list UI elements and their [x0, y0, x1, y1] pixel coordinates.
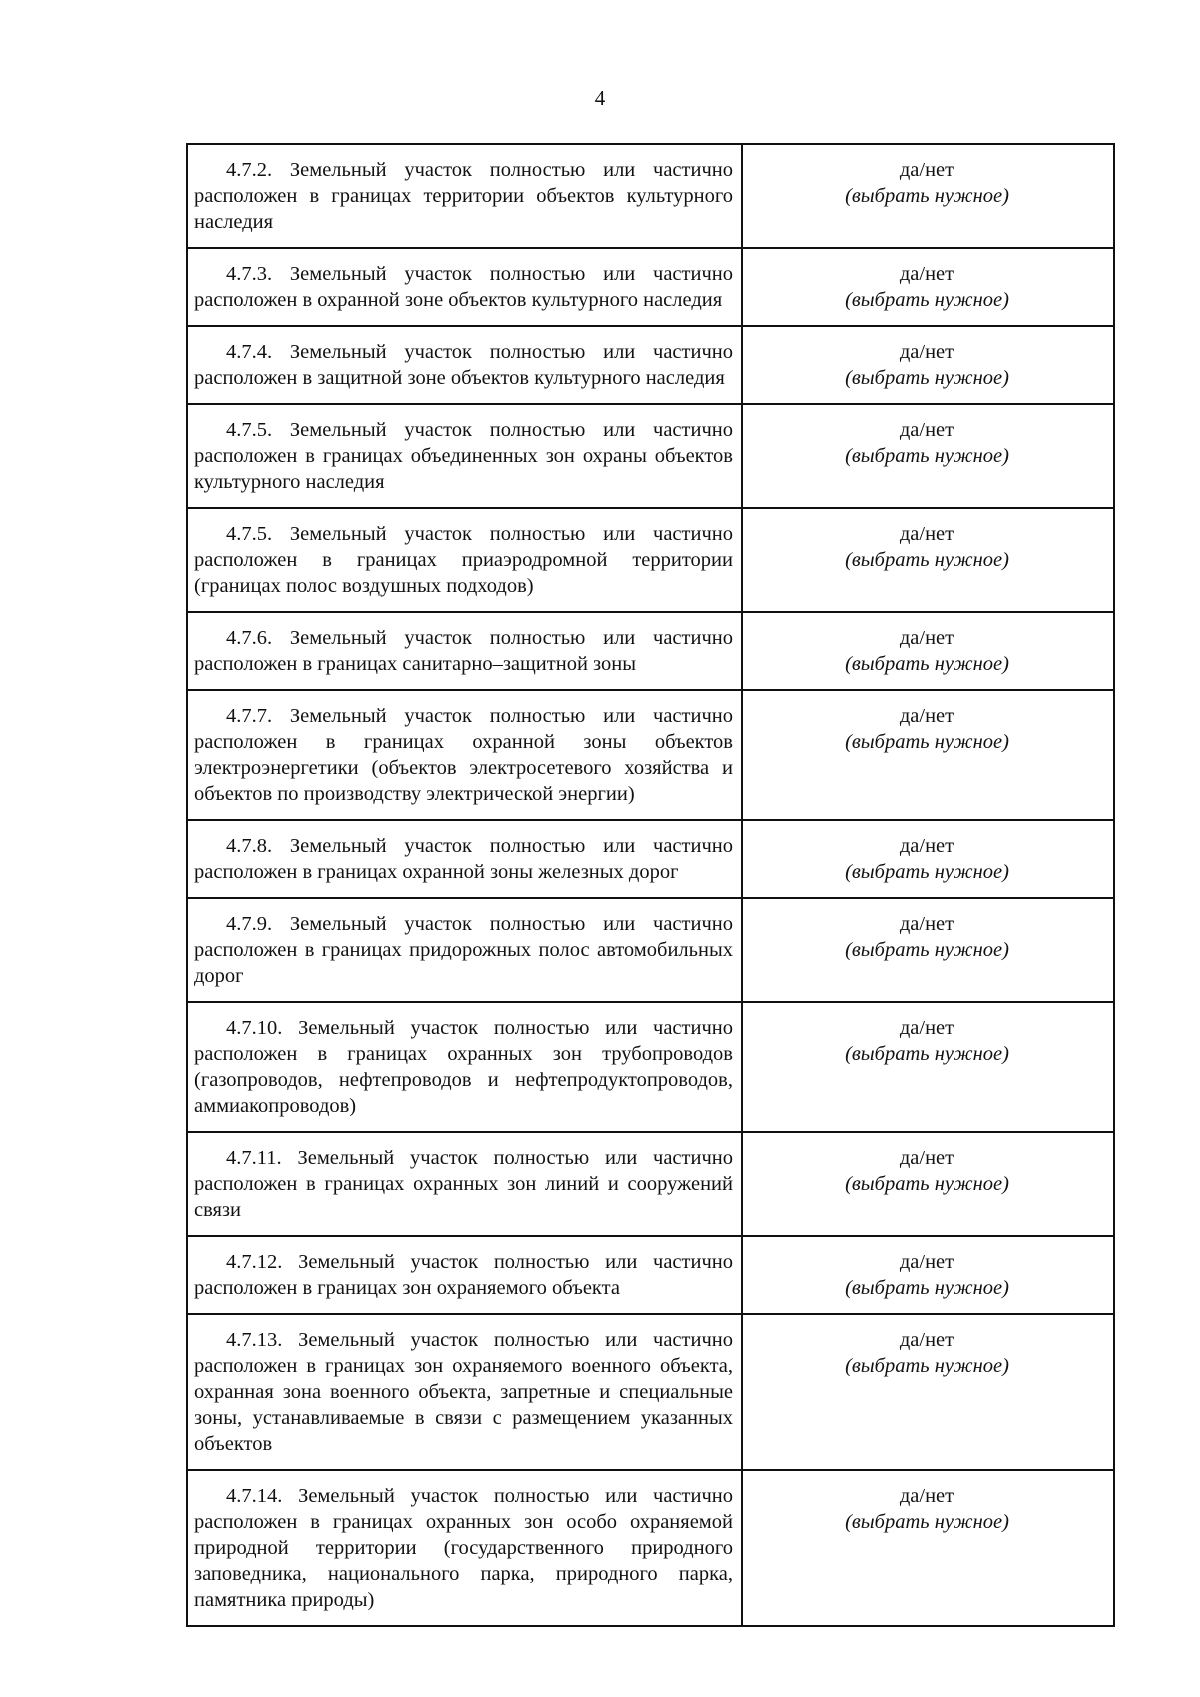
land-plot-zones-table [186, 143, 1115, 1627]
answer-hint: (выбрать нужное) [845, 445, 1009, 467]
answer-hint: (выбрать нужное) [845, 1511, 1009, 1533]
page-number: 4 [594, 86, 606, 110]
question-cell: 4.7.5. Земельный участок полностью или частично расположен в границах объединенных зон охраны объектов культурного наследия [187, 404, 742, 508]
question-cell: 4.7.9. Земельный участок полностью или частично расположен в границах придорожных полос автомобильных дорог [187, 898, 742, 1002]
table-row [187, 612, 1114, 690]
answer-options[interactable]: да/нет [899, 1251, 955, 1273]
answer-options[interactable]: да/нет [899, 263, 955, 285]
answer-hint: (выбрать нужное) [845, 939, 1009, 961]
answer-options[interactable]: да/нет [899, 1017, 955, 1039]
question-cell: 4.7.14. Земельный участок полностью или частично расположен в границах охранных зон особо охраняемой природной территории (государственного природного заповедника, национального парка, природного парка, памятника природы) [187, 1470, 742, 1626]
answer-cell[interactable] [742, 326, 1114, 404]
answer-options[interactable]: да/нет [899, 523, 955, 545]
answer-hint: (выбрать нужное) [845, 1277, 1009, 1299]
answer-hint: (выбрать нужное) [845, 653, 1009, 675]
question-cell: 4.7.3. Земельный участок полностью или частично расположен в охранной зоне объектов культурного наследия [187, 248, 742, 326]
question-cell: 4.7.10. Земельный участок полностью или частично расположен в границах охранных зон трубопроводов (газопроводов, нефтепроводов и нефтепродуктопроводов, аммиакопроводов) [187, 1002, 742, 1132]
answer-options[interactable]: да/нет [899, 341, 955, 363]
table-row [187, 248, 1114, 326]
answer-options[interactable]: да/нет [899, 1485, 955, 1507]
answer-hint: (выбрать нужное) [845, 1043, 1009, 1065]
answer-cell[interactable] [742, 1314, 1114, 1470]
question-cell: 4.7.5. Земельный участок полностью или частично расположен в границах приаэродромной территории (границах полос воздушных подходов) [187, 508, 742, 612]
answer-hint: (выбрать нужное) [845, 861, 1009, 883]
table-row [187, 144, 1114, 248]
answer-options[interactable]: да/нет [899, 1329, 955, 1351]
table-row [187, 1132, 1114, 1236]
answer-hint: (выбрать нужное) [845, 289, 1009, 311]
question-cell: 4.7.11. Земельный участок полностью или частично расположен в границах охранных зон линий и сооружений связи [187, 1132, 742, 1236]
table-row [187, 898, 1114, 1002]
answer-cell[interactable] [742, 690, 1114, 820]
question-cell: 4.7.4. Земельный участок полностью или частично расположен в защитной зоне объектов культурного наследия [187, 326, 742, 404]
table-row [187, 1236, 1114, 1314]
answer-options[interactable]: да/нет [899, 1147, 955, 1169]
answer-hint: (выбрать нужное) [845, 1355, 1009, 1377]
question-cell: 4.7.7. Земельный участок полностью или частично расположен в границах охранной зоны объектов электроэнергетики (объектов электросетевого хозяйства и объектов по производству электрической энергии) [187, 690, 742, 820]
question-cell: 4.7.12. Земельный участок полностью или частично расположен в границах зон охраняемого объекта [187, 1236, 742, 1314]
answer-options[interactable]: да/нет [899, 913, 955, 935]
answer-cell[interactable] [742, 248, 1114, 326]
answer-cell[interactable] [742, 1002, 1114, 1132]
question-cell: 4.7.2. Земельный участок полностью или частично расположен в границах территории объектов культурного наследия [187, 144, 742, 248]
answer-cell[interactable] [742, 612, 1114, 690]
answer-cell[interactable] [742, 144, 1114, 248]
answer-cell[interactable] [742, 820, 1114, 898]
answer-cell[interactable] [742, 898, 1114, 1002]
table-row [187, 1470, 1114, 1626]
answer-options[interactable]: да/нет [899, 705, 955, 727]
table-row [187, 508, 1114, 612]
answer-options[interactable]: да/нет [899, 835, 955, 857]
table-row [187, 326, 1114, 404]
question-cell: 4.7.8. Земельный участок полностью или частично расположен в границах охранной зоны железных дорог [187, 820, 742, 898]
answer-options[interactable]: да/нет [899, 159, 955, 181]
table-row [187, 690, 1114, 820]
answer-hint: (выбрать нужное) [845, 1173, 1009, 1195]
answer-options[interactable]: да/нет [899, 419, 955, 441]
table-body [187, 144, 1114, 1626]
answer-hint: (выбрать нужное) [845, 185, 1009, 207]
answer-hint: (выбрать нужное) [845, 731, 1009, 753]
table-row [187, 404, 1114, 508]
question-cell: 4.7.13. Земельный участок полностью или частично расположен в границах зон охраняемого военного объекта, охранная зона военного объекта, запретные и специальные зоны, устанавливаемые в связи с размещением указанных объектов [187, 1314, 742, 1470]
table-row [187, 1002, 1114, 1132]
answer-hint: (выбрать нужное) [845, 549, 1009, 571]
answer-hint: (выбрать нужное) [845, 367, 1009, 389]
answer-cell[interactable] [742, 508, 1114, 612]
answer-cell[interactable] [742, 1132, 1114, 1236]
answer-cell[interactable] [742, 1236, 1114, 1314]
question-cell: 4.7.6. Земельный участок полностью или частично расположен в границах санитарно–защитной зоны [187, 612, 742, 690]
answer-options[interactable]: да/нет [899, 627, 955, 649]
table-row [187, 1314, 1114, 1470]
table-row [187, 820, 1114, 898]
answer-cell[interactable] [742, 404, 1114, 508]
answer-cell[interactable] [742, 1470, 1114, 1626]
